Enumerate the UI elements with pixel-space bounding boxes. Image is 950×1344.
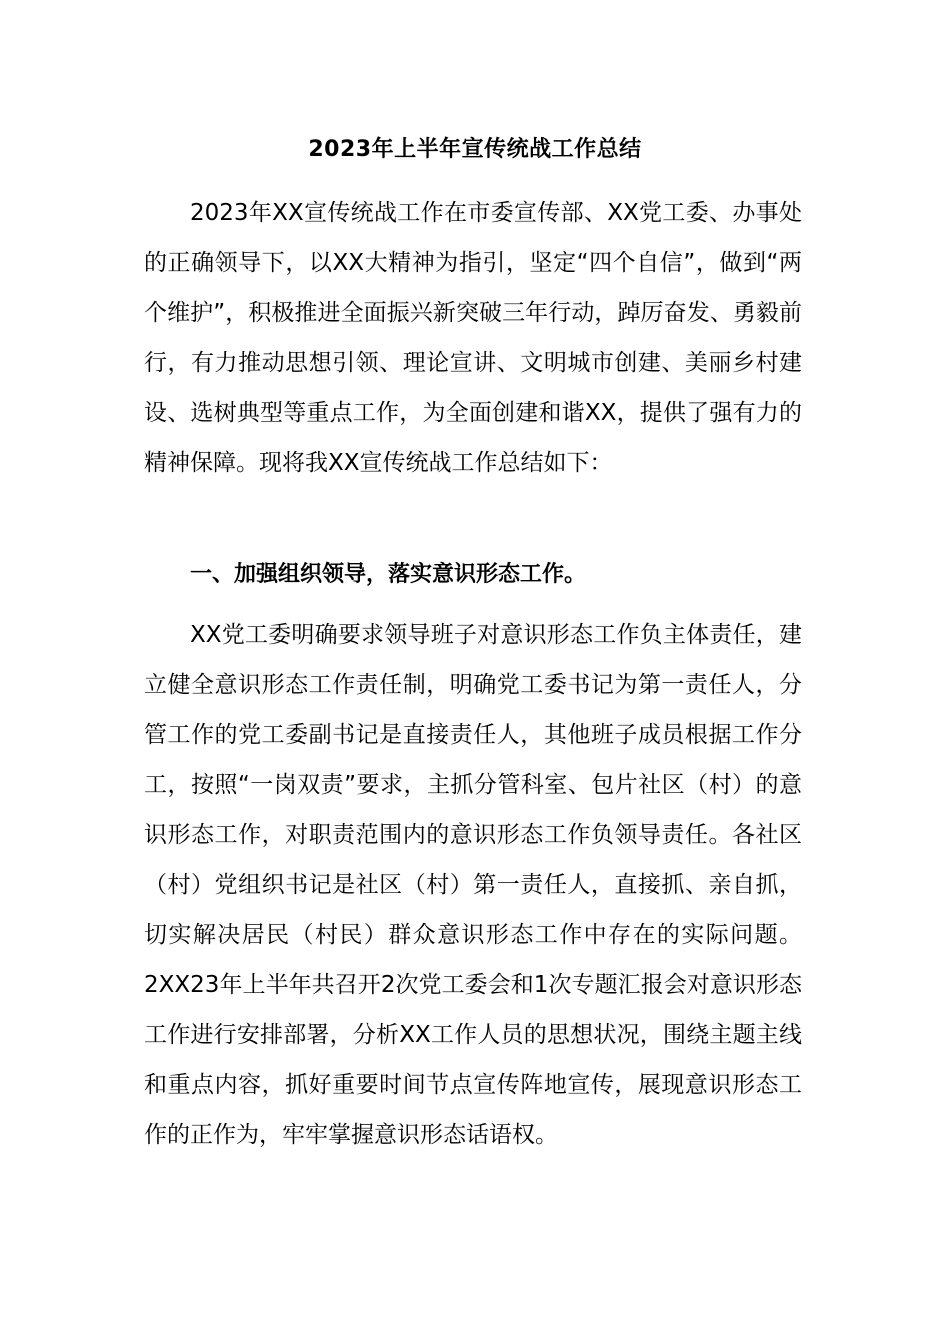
- intro-paragraph: 2023年XX宣传统战工作在市委宣传部、XX党工委、办事处的正确领导下，以XX大精神为指引，坚定“四个自信”，做到“两个维护”，积极推进全面振兴新突破三年行动，踔厉奋发、勇毅前行，有力推动思想引领、理论宣讲、文明城市创建、美丽乡村建设、选树典型等重点工作，为全面创建和谐XX，提供了强有力的精神保障。现将我XX宣传统战工作总结如下：: [144, 200, 802, 476]
- section-heading-1: 一、加强组织领导，落实意识形态工作。: [190, 562, 587, 587]
- document-title: 2023年上半年宣传统战工作总结: [308, 137, 642, 162]
- section-1-paragraph: XX党工委明确要求领导班子对意识形态工作负主体责任，建立健全意识形态工作责任制，明确党工委书记为第一责任人，分管工作的党工委副书记是直接责任人，其他班子成员根据工作分工，按照“一岗双责”要求，主抓分管科室、包片社区（村）的意识形态工作，对职责范围内的意识形态工作负领导责任。各社区（村）党组织书记是社区（村）第一责任人，直接抓、亲自抓，切实解决居民（村民）群众意识形态工作中存在的实际问题。2XX23年上半年共召开2次党工委会和1次专题汇报会对意识形态工作进行安排部署，分析XX工作人员的思想状况，围绕主题主线和重点内容，抓好重要时间节点宣传阵地宣传，展现意识形态工作的正作为，牢牢掌握意识形态话语权。: [144, 622, 802, 1148]
